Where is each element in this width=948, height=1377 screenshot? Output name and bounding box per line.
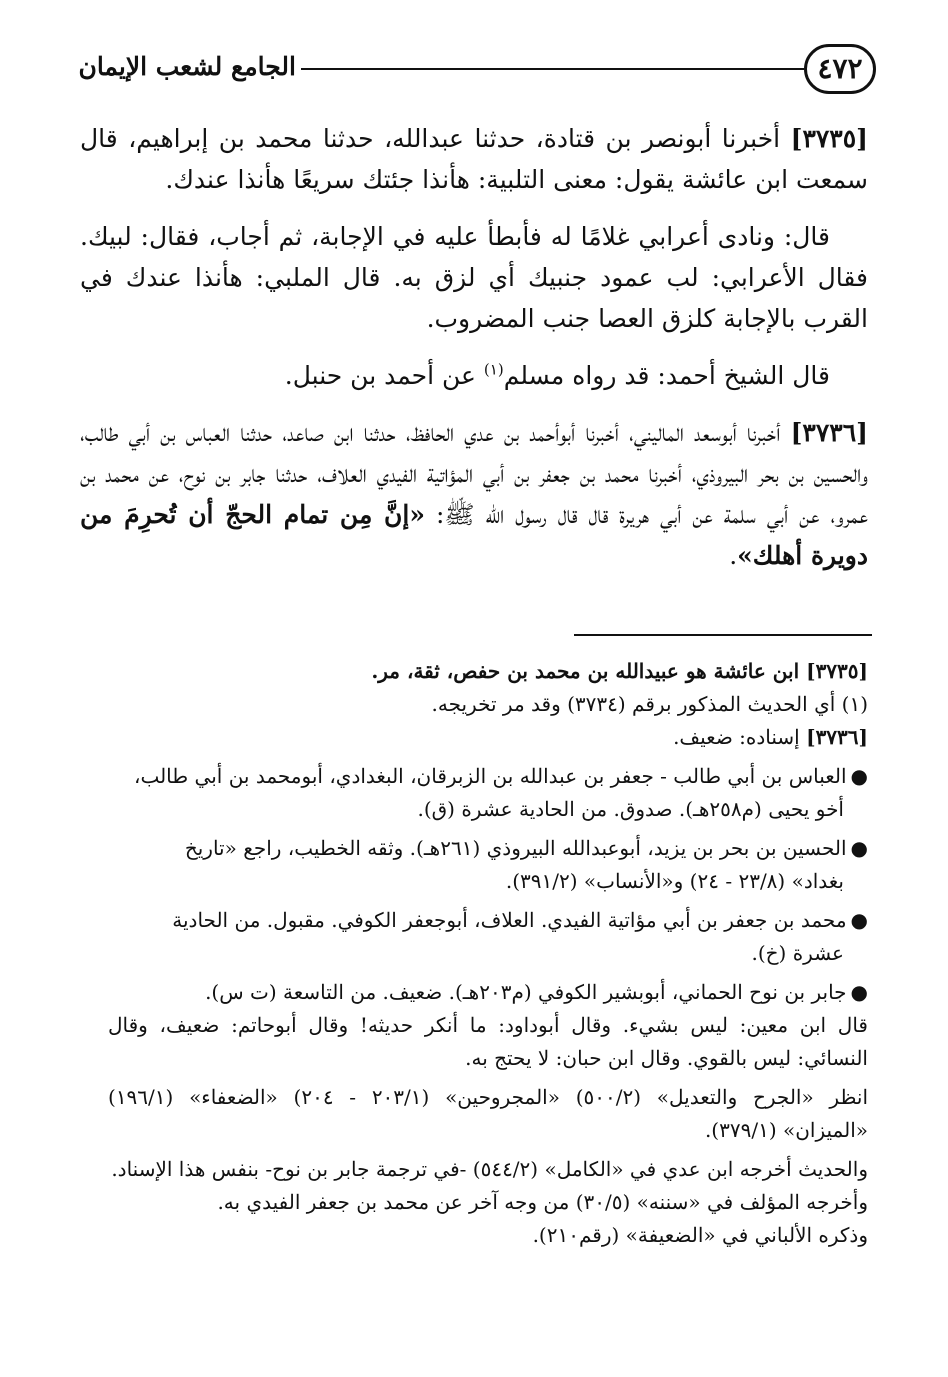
hadith-number: [٣٧٣٥] — [790, 124, 868, 153]
takhrij-2: وأخرجه المؤلف في «سننه» (٣٠/٥) من وجه آخر عن محمد بن جعفر الفيدي به. — [217, 1190, 868, 1214]
page-header — [78, 44, 876, 100]
footnote-3736 — [108, 721, 868, 754]
hadith-3736 — [80, 412, 868, 576]
text-run: عن أحمد بن حنبل. — [284, 361, 484, 390]
narrator-abbas — [108, 760, 868, 826]
bullet-icon: ● — [850, 836, 868, 860]
hadith-number: [٣٧٣٦] — [790, 418, 868, 447]
narrator-muhammad — [108, 904, 868, 970]
hadith-isnad: أخبرنا أبونصر بن قتادة، حدثنا عبدالله، حدثنا محمد بن إبراهيم، قال سمعت ابن عائشة يقول: معنى التلبية: هأنذا جئتك سريعًا هأنذا عندك. — [80, 124, 868, 194]
hadith-isnad: أخبرنا أبوسعد الماليني، أخبرنا أبوأحمد بن عدي الحافظ، حدثنا ابن صاعد، حدثنا العباس بن أبي طالب، والحسين بن بحر البيروذي، أخبرنا محمد بن جعفر بن أبي المؤاتية الفيدي العلاف، حدثنا جابر بن نوح، عن محمد بن عمرو، عن أبي سلمة عن أبي هريرة قال قال رسول الله ﷺ: — [80, 418, 869, 529]
paragraph-sheikh-ahmad — [80, 355, 868, 396]
narrator-jabir — [108, 976, 868, 1009]
jabir-assessments: قال ابن معين: ليس بشيء. وقال أبوداود: ما أنكر حديثه! وقال أبوحاتم: ضعيف، وقال النسائي: ليس بالقوي. وقال ابن حبان: لا يحتج به. — [108, 1013, 868, 1070]
text-run: . — [729, 541, 738, 570]
footnote-3735: [٣٧٣٥] ابن عائشة هو عبيدالله بن محمد بن حفص، ثقة، مر. — [371, 659, 868, 683]
page-number: ٤٧٢ — [804, 44, 876, 94]
bullet-icon: ● — [850, 980, 868, 1004]
text-run: الحسين بن بحر بن يزيد، أبوعبدالله البيروذي (٢٦١هـ). وثقه الخطيب، راجع «تاريخ — [184, 836, 847, 860]
hadith-matn: «إنَّ مِن تمام الحجّ أن تُحرِمَ من دويرة أهلك» — [80, 500, 868, 570]
text-run: محمد بن جعفر بن أبي مؤاتية الفيدي. العلاف، أبوجعفر الكوفي. مقبول. من الحادية — [172, 908, 847, 932]
text-run: العباس بن أبي طالب - جعفر بن عبدالله بن الزبرقان، البغدادي، أبومحمد بن أبي طالب، — [133, 764, 847, 788]
footnotes — [108, 655, 868, 1252]
paragraph-talbiya: قال: ونادى أعرابي غلامًا له فأبطأ عليه في الإجابة، ثم أجاب، فقال: لبيك. فقال الأعرابي: لب عمود جنبيك أي لزق به. قال الملبي: هأنذا عندك في القرب بالإجابة كلزق العصا جنب المضروب. — [80, 222, 868, 333]
text-run: بغداد» (٢٣/٨ - ٢٤) و«الأنساب» (٣٩١/٢). — [505, 869, 844, 893]
footnote-divider — [574, 634, 872, 636]
header-rule — [301, 68, 804, 70]
text-run: أخو يحيى (م٢٥٨هـ). صدوق. من الحادية عشرة (ق). — [417, 797, 844, 821]
text-run: جابر بن نوح الحماني، أبوبشير الكوفي (م٢٠٣هـ). ضعيف. من التاسعة (ت س). — [205, 980, 847, 1004]
main-text — [80, 118, 868, 576]
text-run: قال الشيخ أحمد: قد رواه مسلم — [503, 361, 830, 390]
hadith-3735 — [80, 118, 868, 200]
footnote-number: [٣٧٣٦] — [806, 725, 868, 749]
text-run: عشرة (خ). — [751, 941, 844, 965]
narrator-husayn — [108, 832, 868, 898]
takhrij-1: والحديث أخرجه ابن عدي في «الكامل» (٥٤٤/٢) -في ترجمة جابر بن نوح- بنفس هذا الإسناد. — [111, 1157, 868, 1181]
text-run: إسناده: ضعيف. — [673, 725, 807, 749]
bullet-icon: ● — [850, 908, 868, 932]
footnote-ref: (١) — [483, 360, 504, 379]
references: انظر «الجرح والتعديل» (٥٠٠/٢) «المجروحين» (٢٠٣/١ - ٢٠٤) «الضعفاء» (١٩٦/١) «الميزان» (٣٧٩/١). — [108, 1085, 869, 1142]
running-title: الجامع لشعب الإيمان — [78, 52, 296, 81]
takhrij-3: وذكره الألباني في «الضعيفة» (رقم٢١٠). — [532, 1223, 868, 1247]
bullet-icon: ● — [850, 764, 868, 788]
footnote-1: (١) أي الحديث المذكور برقم (٣٧٣٤) وقد مر تخريجه. — [431, 692, 868, 716]
